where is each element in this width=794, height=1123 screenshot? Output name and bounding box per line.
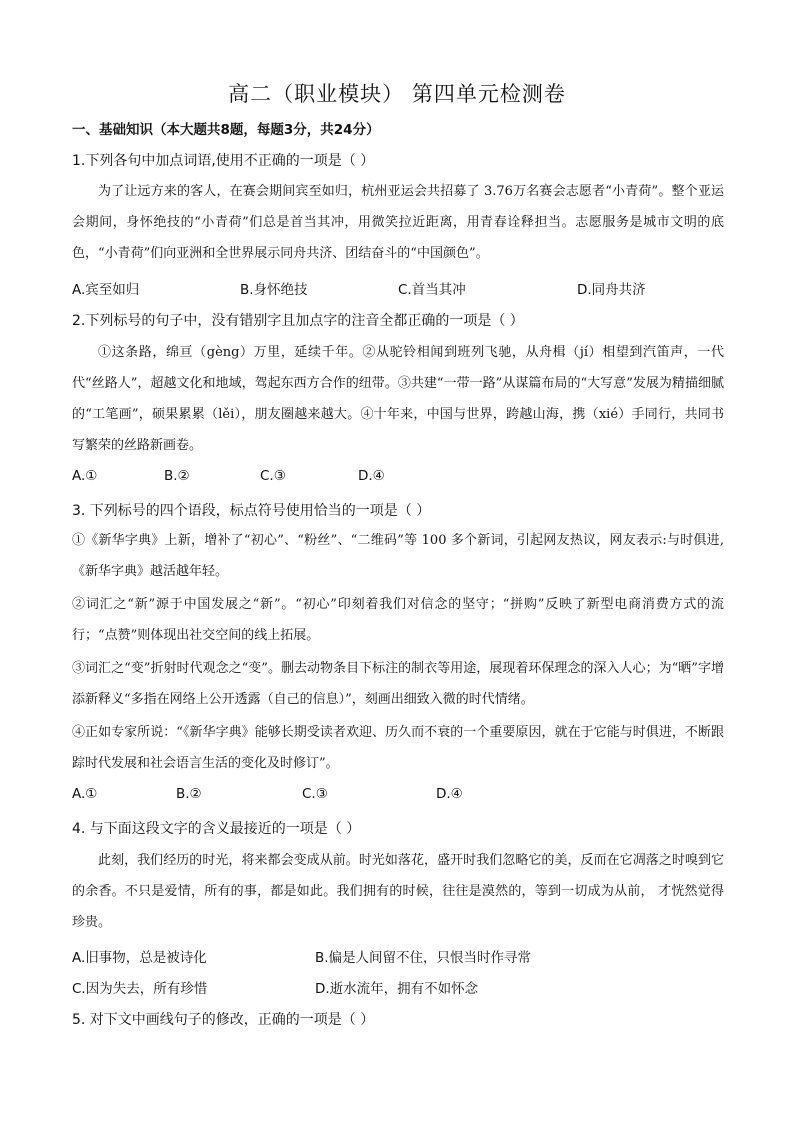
option-c: C.首当其冲 bbox=[398, 282, 466, 298]
question-3-item-4: ④正如专家所说：“《新华字典》能够长期受读者欢迎、历久而不衰的一个重要原因，就在于它能与时俱进，不断跟踪时代发展和社会语言生活的变化及时修订”。 bbox=[72, 725, 724, 771]
question-1-stem: 1.下列各句中加点词语,使用不正确的一项是（ ） bbox=[72, 153, 375, 169]
question-4-options-row-2 bbox=[72, 977, 724, 997]
option-b: B.② bbox=[164, 468, 190, 484]
question-3-item-2: ②词汇之“新”源于中国发展之“新”。“初心”印刻着我们对信念的坚守；“拼购”反映了新型电商消费方式的流行；“点赞”则体现出社交空间的线上拓展。 bbox=[72, 597, 724, 643]
option-d: D.同舟共济 bbox=[577, 282, 646, 298]
question-1-options bbox=[72, 278, 724, 298]
question-3-options bbox=[72, 786, 724, 806]
option-c: C.③ bbox=[302, 786, 328, 802]
option-a: A.① bbox=[72, 468, 98, 484]
option-b: B.身怀绝技 bbox=[240, 282, 308, 298]
option-d: D.逝水流年，拥有不如怀念 bbox=[315, 981, 479, 997]
question-4-stem: 4. 与下面这段文字的含义最接近的一项是（ ） bbox=[72, 821, 361, 837]
section-heading: 一、基础知识（本大题共8题，每题3分，共24分） bbox=[72, 122, 380, 138]
question-4-passage: 此刻，我们经历的时光，将来都会变成从前。时光如落花，盛开时我们忽略它的美，反而在它凋落之时嗅到它的余香。不只是爱情，所有的事，都是如此。我们拥有的时候，往往是漠然的，等到一切成为从前， 才恍然觉得珍贵。 bbox=[72, 853, 724, 930]
question-3-item-3: ③词汇之“变”折射时代观念之“变”。删去动物条目下标注的制衣等用途，展现着环保理念的深入人心；为“晒”字增添新释义“多指在网络上公开透露（自己的信息）”，刻画出细致入微的时代情绪。 bbox=[72, 661, 724, 707]
option-a: A.旧事物，总是被诗化 bbox=[72, 950, 207, 966]
option-a: A.① bbox=[72, 786, 98, 802]
question-2-passage: ①这条路，绵亘（gèng）万里，延续千年。②从驼铃相闻到班列飞驰，从舟楫（jí）相望到汽笛声，一代代“丝路人”，超越文化和地域，驾起东西方合作的纽带。③共建“一带一路”从谋篇布局的“大写意”发展为精描细腻的“工笔画”，硕果累累（lěi），朋友圈越来越大。④十年来，中国与世界，跨越山海，携（xié）手同行，共同书写繁荣的丝路新画卷。 bbox=[72, 345, 724, 453]
question-3-stem: 3. 下列标号的四个语段，标点符号使用恰当的一项是（ ） bbox=[72, 503, 431, 519]
question-2-stem: 2.下列标号的句子中，没有错别字且加点字的注音全都正确的一项是（ ） bbox=[72, 313, 524, 329]
option-c: C.因为失去，所有珍惜 bbox=[72, 981, 208, 997]
option-c: C.③ bbox=[260, 468, 286, 484]
option-d: D.④ bbox=[358, 468, 385, 484]
option-d: D.④ bbox=[436, 786, 463, 802]
option-b: B.偏是人间留不住，只恨当时作寻常 bbox=[315, 950, 532, 966]
page-title: 高二（职业模块） 第四单元检测卷 bbox=[228, 82, 566, 106]
question-5-stem: 5. 对下文中画线句子的修改，正确的一项是（ ） bbox=[72, 1012, 375, 1028]
question-2-options bbox=[72, 468, 724, 488]
question-1-passage: 为了让远方来的客人，在赛会期间宾至如归，杭州亚运会共招募了 3.76万名赛会志愿者“小青荷”。整个亚运会期间，身怀绝技的“小青荷”们总是首当其冲，用微笑拉近距离，用青春诠释担当。志愿服务是城市文明的底色，“小青荷”们向亚洲和全世界展示同舟共济、团结奋斗的“中国颜色”。 bbox=[72, 184, 724, 261]
question-3-item-1: ①《新华字典》上新，增补了“初心”、“粉丝”、“二维码”等 100 多个新词，引起网友热议，网友表示:与时俱进,《新华字典》越活越年轻。 bbox=[72, 533, 724, 579]
option-b: B.② bbox=[176, 786, 202, 802]
option-a: A.宾至如归 bbox=[72, 282, 140, 298]
question-4-options-row-1 bbox=[72, 946, 724, 966]
